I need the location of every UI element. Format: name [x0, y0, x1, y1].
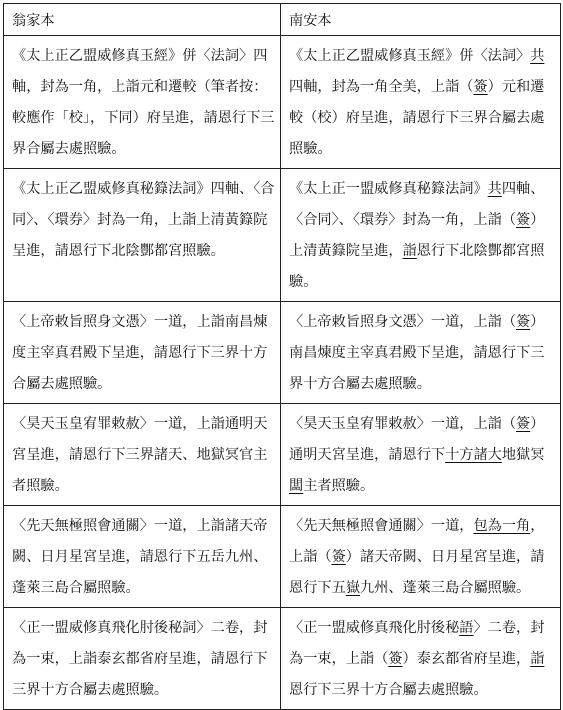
variant-text: 簽	[516, 416, 531, 432]
cell-text: 〉二卷，封為一束，上詣（	[289, 620, 545, 667]
cell-text: 《太上正一盟威修真秘籙法詞》	[289, 181, 488, 197]
variant-text: 詣	[402, 243, 417, 259]
column-header-nanan: 南安本	[281, 4, 561, 36]
cell-text: 恩行下北陰酆都宮照驗。	[289, 243, 545, 290]
cell-text: ）上清黃籙院呈進，	[289, 212, 545, 259]
cell-text: 四軸，封為一角全美，上詣（	[289, 79, 474, 95]
cell-text: 九州、蓬萊三島合屬照驗。	[359, 580, 531, 596]
cell-text: 〈昊天玉皇宥罪敕赦〉一道，上詣（	[289, 416, 517, 432]
table-body	[4, 36, 561, 710]
cell-text: ）諸天帝闕、日月星宮呈進，請恩行下五	[289, 549, 545, 596]
cell-text: 四軸、〈合同〉、〈環券〉封為一角，上詣（	[289, 181, 545, 228]
nanan-cell	[281, 36, 561, 169]
variant-text: 簽	[388, 651, 403, 667]
cell-text: ）泰玄都省府呈進，	[402, 651, 531, 667]
nanan-cell	[281, 506, 561, 608]
variant-text: 嶽	[345, 580, 360, 596]
wengjia-cell	[4, 608, 281, 710]
nanan-cell	[281, 608, 561, 710]
table-row	[4, 302, 561, 404]
cell-text: 《太上正乙盟威修真秘籙法詞》四軸、〈合同〉、〈環券〉封為一角，上詣上清黃籙院呈進，請恩行下北陰酆都宮照驗。	[12, 181, 275, 259]
table-row	[4, 169, 561, 302]
wengjia-cell	[4, 506, 281, 608]
table-header-row	[4, 4, 561, 36]
cell-text: 〈正一盟威修真飛化肘後秘詞〉二卷，封為一束，上詣泰玄都省府呈進，請恩行下三界十方合屬去處照驗。	[12, 620, 268, 698]
nanan-cell	[281, 302, 561, 404]
comparison-table	[3, 3, 561, 710]
table-row	[4, 36, 561, 169]
variant-text: 共	[487, 181, 502, 197]
table-row	[4, 404, 561, 506]
wengjia-cell	[4, 302, 281, 404]
cell-text: 〈昊天玉皇宥罪敕赦〉一道，上詣通明天宮呈進，請恩行下三界諸天、地獄冥官主者照驗。	[12, 416, 268, 494]
table-row	[4, 506, 561, 608]
cell-text: 〈上帝敕旨照身文憑〉一道，上詣南昌煉度主宰真君殿下呈進，請恩行下三界十方合屬去處照驗。	[12, 314, 268, 392]
variant-text: 共	[530, 48, 545, 64]
cell-text: 地獄冥	[501, 447, 545, 463]
variant-text: 簽	[473, 79, 488, 95]
variant-text: 詣	[530, 651, 545, 667]
variant-text: 十方諸大	[445, 447, 502, 463]
cell-text: 恩行下三界十方合屬去處照驗。	[289, 682, 488, 698]
column-header-wengjia: 翁家本	[4, 4, 281, 36]
cell-text: 〈先天無極照會通關〉一道，上詣諸天帝闕、日月星宮呈進，請恩行下五岳九州、蓬萊三島合屬照驗。	[12, 518, 268, 596]
cell-text: 《太上正乙盟威修真玉經》併〈法詞〉四軸，封為一角，上詣元和遷較（筆者按：較應作「校」，下同）府呈進，請恩行下三界合屬去處照驗。	[12, 48, 275, 157]
wengjia-cell	[4, 169, 281, 302]
variant-text: 語	[459, 620, 474, 636]
cell-text: 〈先天無極照會通關〉一道，	[289, 518, 474, 534]
variant-text: 闆	[289, 478, 304, 494]
wengjia-cell	[4, 36, 281, 169]
variant-text: 簽	[331, 549, 346, 565]
nanan-cell	[281, 404, 561, 506]
cell-text: 〈上帝敕旨照身文憑〉一道，上詣（	[289, 314, 517, 330]
cell-text: ，上詣（	[289, 518, 545, 565]
cell-text: ）南昌煉度主宰真君殿下呈進，請恩行下三界十方合屬去處照驗。	[289, 314, 545, 392]
variant-text: 包為一角	[473, 518, 531, 534]
cell-text: 〈正一盟威修真飛化肘後秘	[289, 620, 460, 636]
cell-text: 主者照驗。	[303, 478, 375, 494]
table-row	[4, 608, 561, 710]
nanan-cell	[281, 169, 561, 302]
cell-text: 《太上正乙盟威修真玉經》併〈法詞〉	[289, 48, 531, 64]
variant-text: 簽	[516, 212, 531, 228]
variant-text: 簽	[516, 314, 531, 330]
cell-text: ）元和遷較（校）府呈進，請恩行下三界合屬去處照驗。	[289, 79, 545, 157]
cell-text: ）通明天宮呈進，請恩行下	[289, 416, 545, 463]
wengjia-cell	[4, 404, 281, 506]
